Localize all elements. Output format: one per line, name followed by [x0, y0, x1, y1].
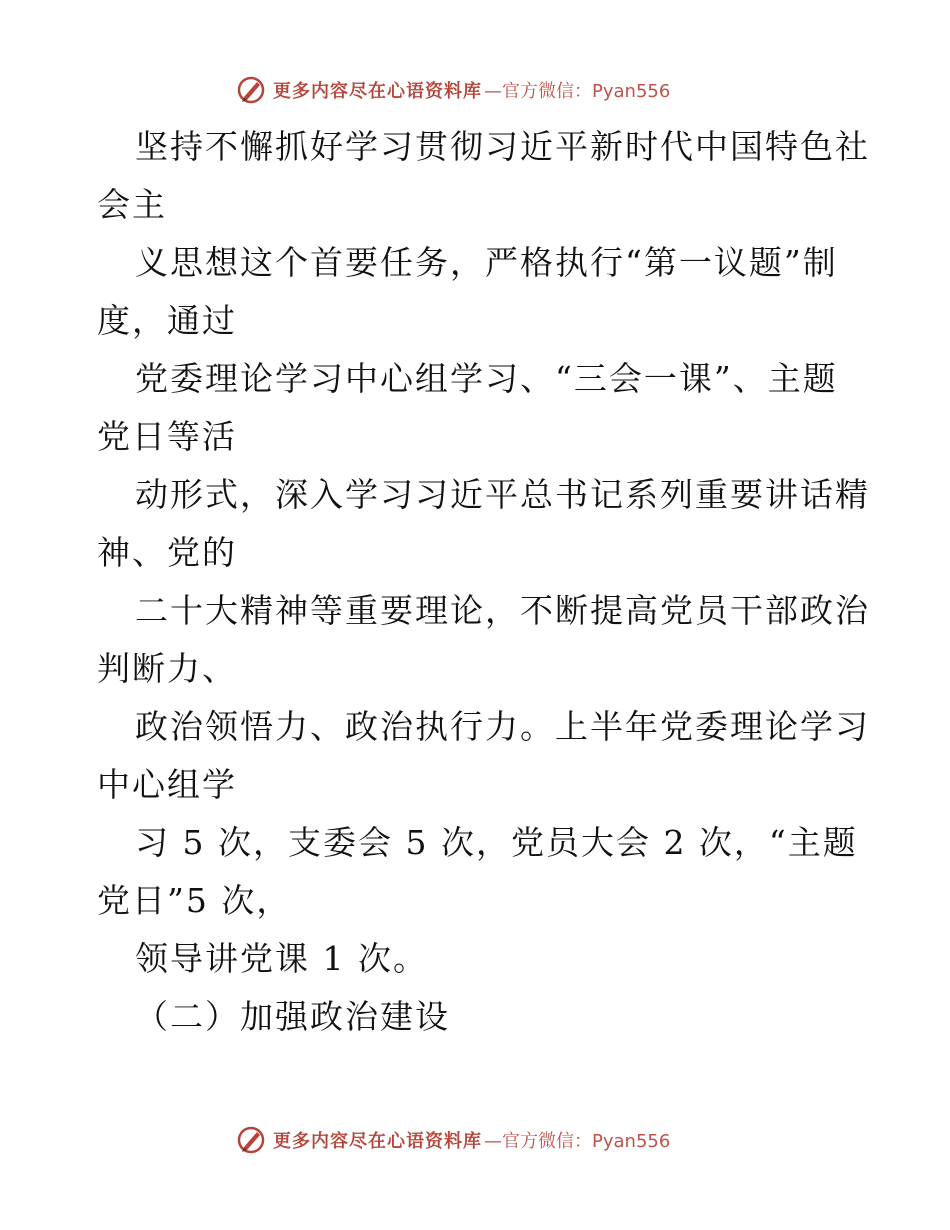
watermark-title: 更多内容尽在心语资料库 — [273, 1131, 482, 1152]
text-line: 党日等活 — [97, 417, 237, 456]
text-line: 领导讲党课 1 次。 — [135, 939, 428, 978]
text-line: 坚持不懈抓好学习贯彻习近平新时代中国特色社 — [135, 127, 870, 166]
watermark-title: 更多内容尽在心语资料库 — [273, 81, 482, 102]
document-body — [97, 118, 870, 1046]
text-line: 判断力、 — [97, 649, 237, 688]
text-line: 党日”5 次， — [97, 881, 292, 920]
text-line: 中心组学 — [97, 765, 237, 804]
text-line: 习 5 次，支委会 5 次，党员大会 2 次，“主题 — [135, 823, 858, 862]
pen-logo-icon — [235, 74, 267, 106]
watermark-contact: —官方微信：Pyan556 — [484, 81, 671, 102]
text-line: 神、党的 — [97, 533, 237, 572]
section-heading: （二）加强政治建设 — [135, 997, 450, 1036]
watermark-contact: —官方微信：Pyan556 — [484, 1131, 671, 1152]
text-line: 会主 — [97, 185, 167, 224]
text-line: 政治领悟力、政治执行力。上半年党委理论学习 — [135, 707, 870, 746]
pen-logo-icon — [235, 1124, 267, 1156]
text-line: 动形式，深入学习习近平总书记系列重要讲话精 — [135, 475, 870, 514]
text-line: 党委理论学习中心组学习、“三会一课”、主题 — [135, 359, 838, 398]
footer-watermark — [235, 1122, 670, 1158]
text-line: 义思想这个首要任务，严格执行“第一议题”制 — [135, 243, 838, 282]
header-watermark — [235, 72, 670, 108]
text-line: 度，通过 — [97, 301, 237, 340]
text-line: 二十大精神等重要理论，不断提高党员干部政治 — [135, 591, 870, 630]
